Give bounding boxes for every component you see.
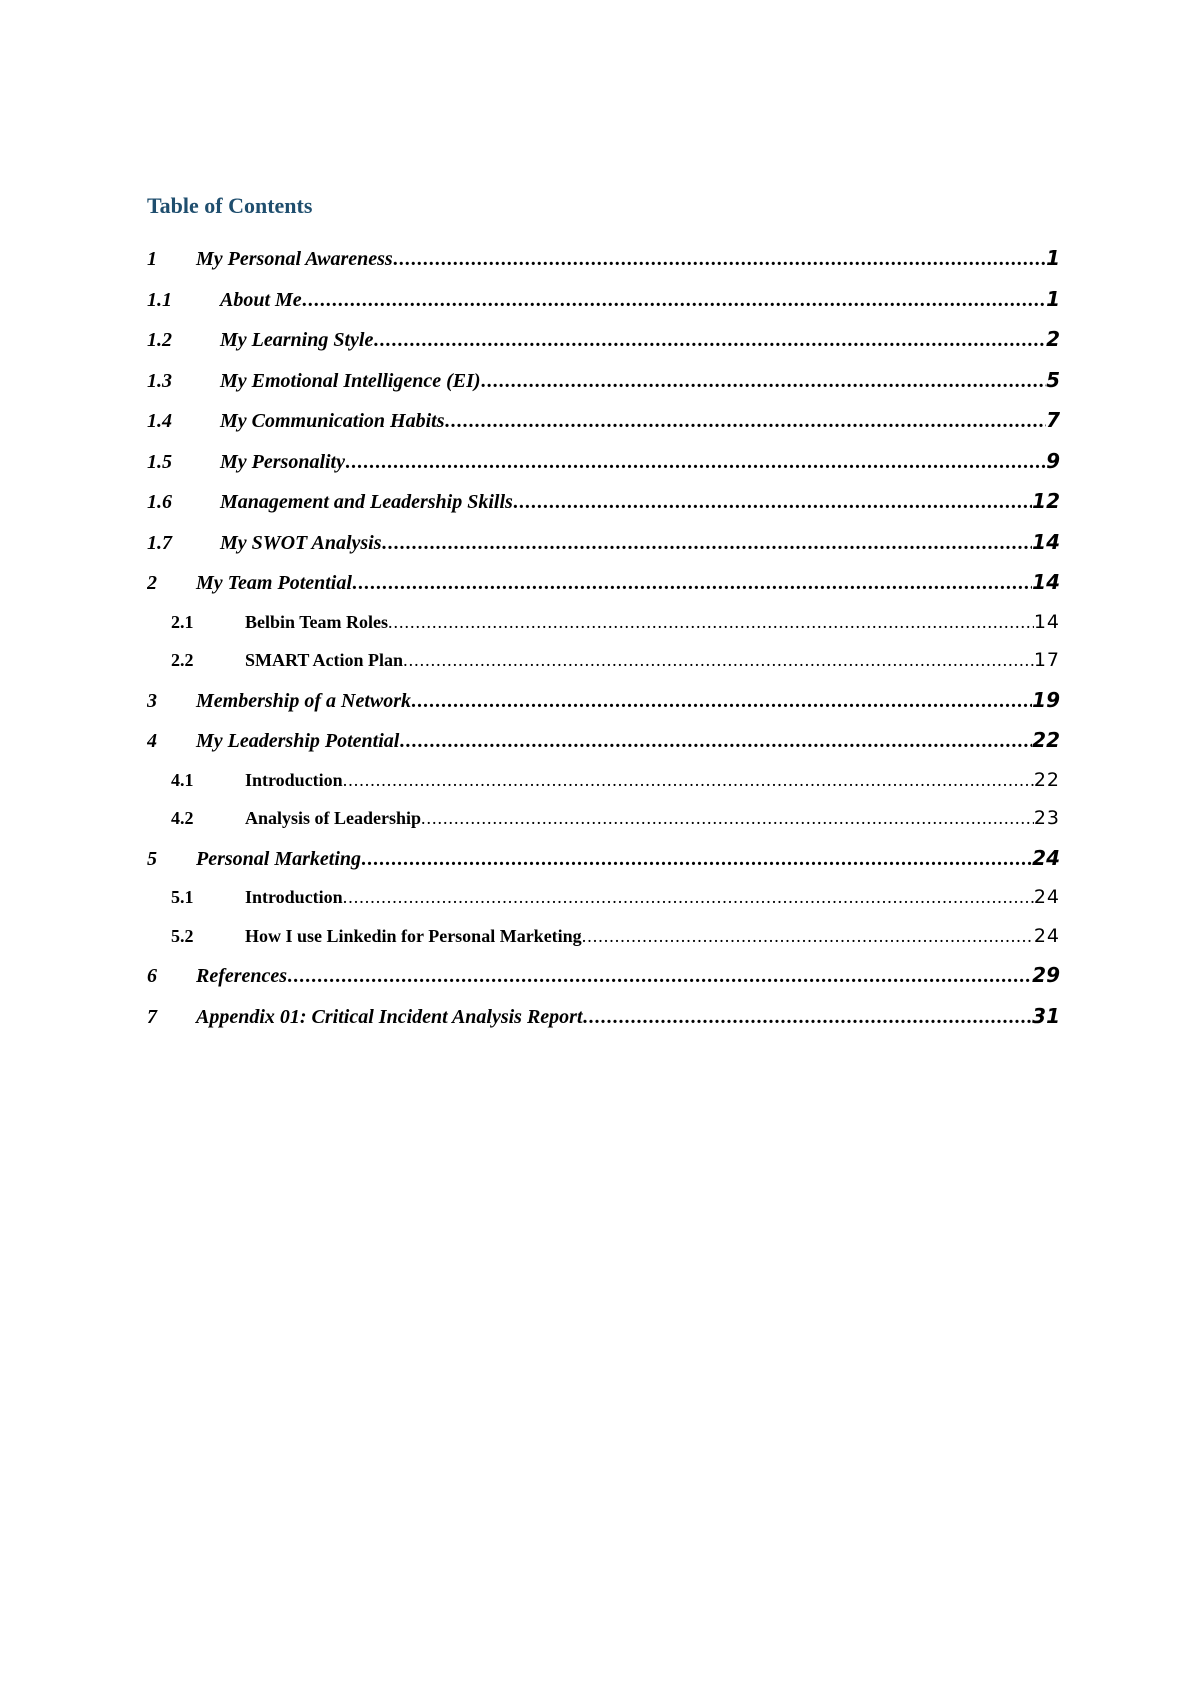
toc-title: Table of Contents bbox=[147, 193, 313, 218]
toc-entry[interactable] bbox=[147, 649, 1060, 688]
toc-dot-leader bbox=[582, 926, 1034, 947]
toc-entry-page-number: 19 bbox=[1032, 687, 1060, 712]
toc-entry-title: Introduction bbox=[245, 887, 343, 907]
toc-dot-leader bbox=[411, 690, 1032, 713]
toc-dot-leader bbox=[382, 532, 1033, 555]
toc-entry-page-number: 2 bbox=[1046, 327, 1060, 351]
toc-dot-leader bbox=[287, 965, 1032, 988]
toc-entry-number: 4 bbox=[147, 730, 157, 752]
toc-entry-page-number: 14 bbox=[1033, 610, 1060, 633]
toc-dot-leader bbox=[352, 572, 1032, 595]
toc-entry-title: Introduction bbox=[245, 769, 343, 790]
toc-entry-number: 1.6 bbox=[147, 491, 172, 513]
toc-entry-number: 5.2 bbox=[171, 925, 194, 946]
toc-entry-number: 5.1 bbox=[171, 887, 194, 907]
toc-entry-title: Management and Leadership Skills bbox=[220, 491, 513, 513]
toc-entry-page-number: 9 bbox=[1046, 448, 1060, 473]
toc-dot-leader bbox=[399, 730, 1032, 753]
toc-entry-title: Belbin Team Roles bbox=[245, 611, 389, 632]
toc-entry[interactable] bbox=[147, 327, 1060, 368]
toc-entry-page-number: 24 bbox=[1032, 845, 1060, 870]
toc-entry-page-number: 31 bbox=[1032, 1003, 1060, 1028]
toc-entry-number: 1.3 bbox=[147, 369, 172, 392]
toc-entry-number: 6 bbox=[147, 965, 157, 987]
toc-entry-title: My Personality bbox=[220, 450, 345, 473]
toc-dot-leader bbox=[481, 370, 1047, 393]
toc-dot-leader bbox=[393, 248, 1046, 271]
toc-entry[interactable] bbox=[147, 1004, 1060, 1045]
toc-entry-number: 2.2 bbox=[171, 650, 194, 670]
toc-dot-leader bbox=[343, 887, 1034, 908]
toc-entry-page-number: 22 bbox=[1032, 728, 1060, 752]
toc-dot-leader bbox=[583, 1006, 1033, 1029]
toc-entry[interactable] bbox=[147, 570, 1060, 611]
toc-entry-title: My SWOT Analysis bbox=[220, 531, 382, 554]
toc-dot-leader bbox=[361, 848, 1032, 871]
toc-entry-title: My Emotional Intelligence (EI) bbox=[220, 369, 481, 392]
toc-entry[interactable] bbox=[147, 807, 1060, 846]
toc-entry-number: 1.2 bbox=[147, 329, 172, 351]
toc-entry-number: 1.5 bbox=[147, 450, 172, 473]
toc-entry-page-number: 7 bbox=[1046, 408, 1060, 432]
toc-entry[interactable] bbox=[147, 368, 1060, 409]
toc-entry-title: SMART Action Plan bbox=[245, 650, 404, 670]
toc-entry-title: Membership of a Network bbox=[196, 689, 411, 712]
toc-entry-title: My Team Potential bbox=[196, 572, 352, 594]
toc-dot-leader bbox=[345, 451, 1046, 474]
toc-entry-number: 1.4 bbox=[147, 410, 172, 432]
toc-dot-leader bbox=[373, 329, 1046, 352]
toc-entry-number: 2.1 bbox=[171, 611, 194, 632]
toc-entry[interactable] bbox=[147, 246, 1060, 287]
toc-entry[interactable] bbox=[147, 688, 1060, 729]
toc-dot-leader bbox=[343, 770, 1034, 791]
toc-entry[interactable] bbox=[147, 287, 1060, 328]
toc-entry-number: 1 bbox=[147, 248, 157, 270]
toc-entry-page-number: 14 bbox=[1032, 529, 1060, 554]
toc-entry-number: 4.2 bbox=[171, 808, 194, 828]
toc-entry[interactable] bbox=[147, 886, 1060, 925]
toc-entry[interactable] bbox=[147, 530, 1060, 571]
toc-entry-page-number: 29 bbox=[1032, 963, 1060, 987]
toc-entry-page-number: 12 bbox=[1032, 489, 1060, 513]
toc-entry-number: 1.1 bbox=[147, 288, 172, 311]
toc-list bbox=[147, 246, 1060, 1044]
toc-entry-title: My Personal Awareness bbox=[196, 248, 393, 270]
toc-entry-title: References bbox=[196, 965, 288, 987]
toc-entry-number: 5 bbox=[147, 847, 157, 870]
toc-entry-title: Personal Marketing bbox=[196, 847, 362, 870]
toc-entry-title: My Learning Style bbox=[220, 329, 374, 351]
toc-entry-title: My Leadership Potential bbox=[196, 730, 400, 752]
toc-entry-page-number: 1 bbox=[1046, 286, 1060, 311]
toc-entry[interactable] bbox=[147, 728, 1060, 769]
toc-entry-title: Appendix 01: Critical Incident Analysis Report bbox=[196, 1005, 583, 1028]
toc-dot-leader bbox=[444, 410, 1046, 433]
toc-entry[interactable] bbox=[147, 925, 1060, 964]
toc-entry-page-number: 22 bbox=[1033, 768, 1060, 791]
toc-entry[interactable] bbox=[147, 846, 1060, 887]
toc-entry-number: 1.7 bbox=[147, 531, 172, 554]
toc-entry[interactable] bbox=[147, 489, 1060, 530]
toc-entry-page-number: 1 bbox=[1046, 246, 1060, 270]
toc-entry-page-number: 24 bbox=[1033, 924, 1060, 947]
toc-dot-leader bbox=[403, 650, 1034, 671]
toc-entry-page-number: 24 bbox=[1033, 886, 1060, 908]
toc-dot-leader bbox=[513, 491, 1032, 514]
toc-entry-page-number: 17 bbox=[1033, 649, 1060, 671]
toc-entry-number: 7 bbox=[147, 1005, 157, 1028]
toc-entry[interactable] bbox=[147, 769, 1060, 808]
toc-entry-title: How I use Linkedin for Personal Marketing bbox=[245, 925, 582, 946]
toc-entry-title: Analysis of Leadership bbox=[245, 808, 422, 828]
toc-entry-page-number: 5 bbox=[1046, 367, 1060, 392]
toc-entry-title: My Communication Habits bbox=[220, 410, 445, 432]
toc-entry[interactable] bbox=[147, 963, 1060, 1004]
toc-entry-number: 4.1 bbox=[171, 769, 194, 790]
toc-dot-leader bbox=[421, 808, 1034, 829]
toc-dot-leader bbox=[302, 289, 1046, 312]
toc-entry[interactable] bbox=[147, 611, 1060, 650]
toc-entry-number: 3 bbox=[147, 689, 157, 712]
toc-entry[interactable] bbox=[147, 449, 1060, 490]
toc-entry-title: About Me bbox=[220, 288, 302, 311]
toc-entry-number: 2 bbox=[147, 572, 157, 594]
toc-entry[interactable] bbox=[147, 408, 1060, 449]
toc-dot-leader bbox=[388, 612, 1034, 633]
toc-entry-page-number: 14 bbox=[1032, 570, 1060, 594]
toc-entry-page-number: 23 bbox=[1033, 807, 1060, 829]
